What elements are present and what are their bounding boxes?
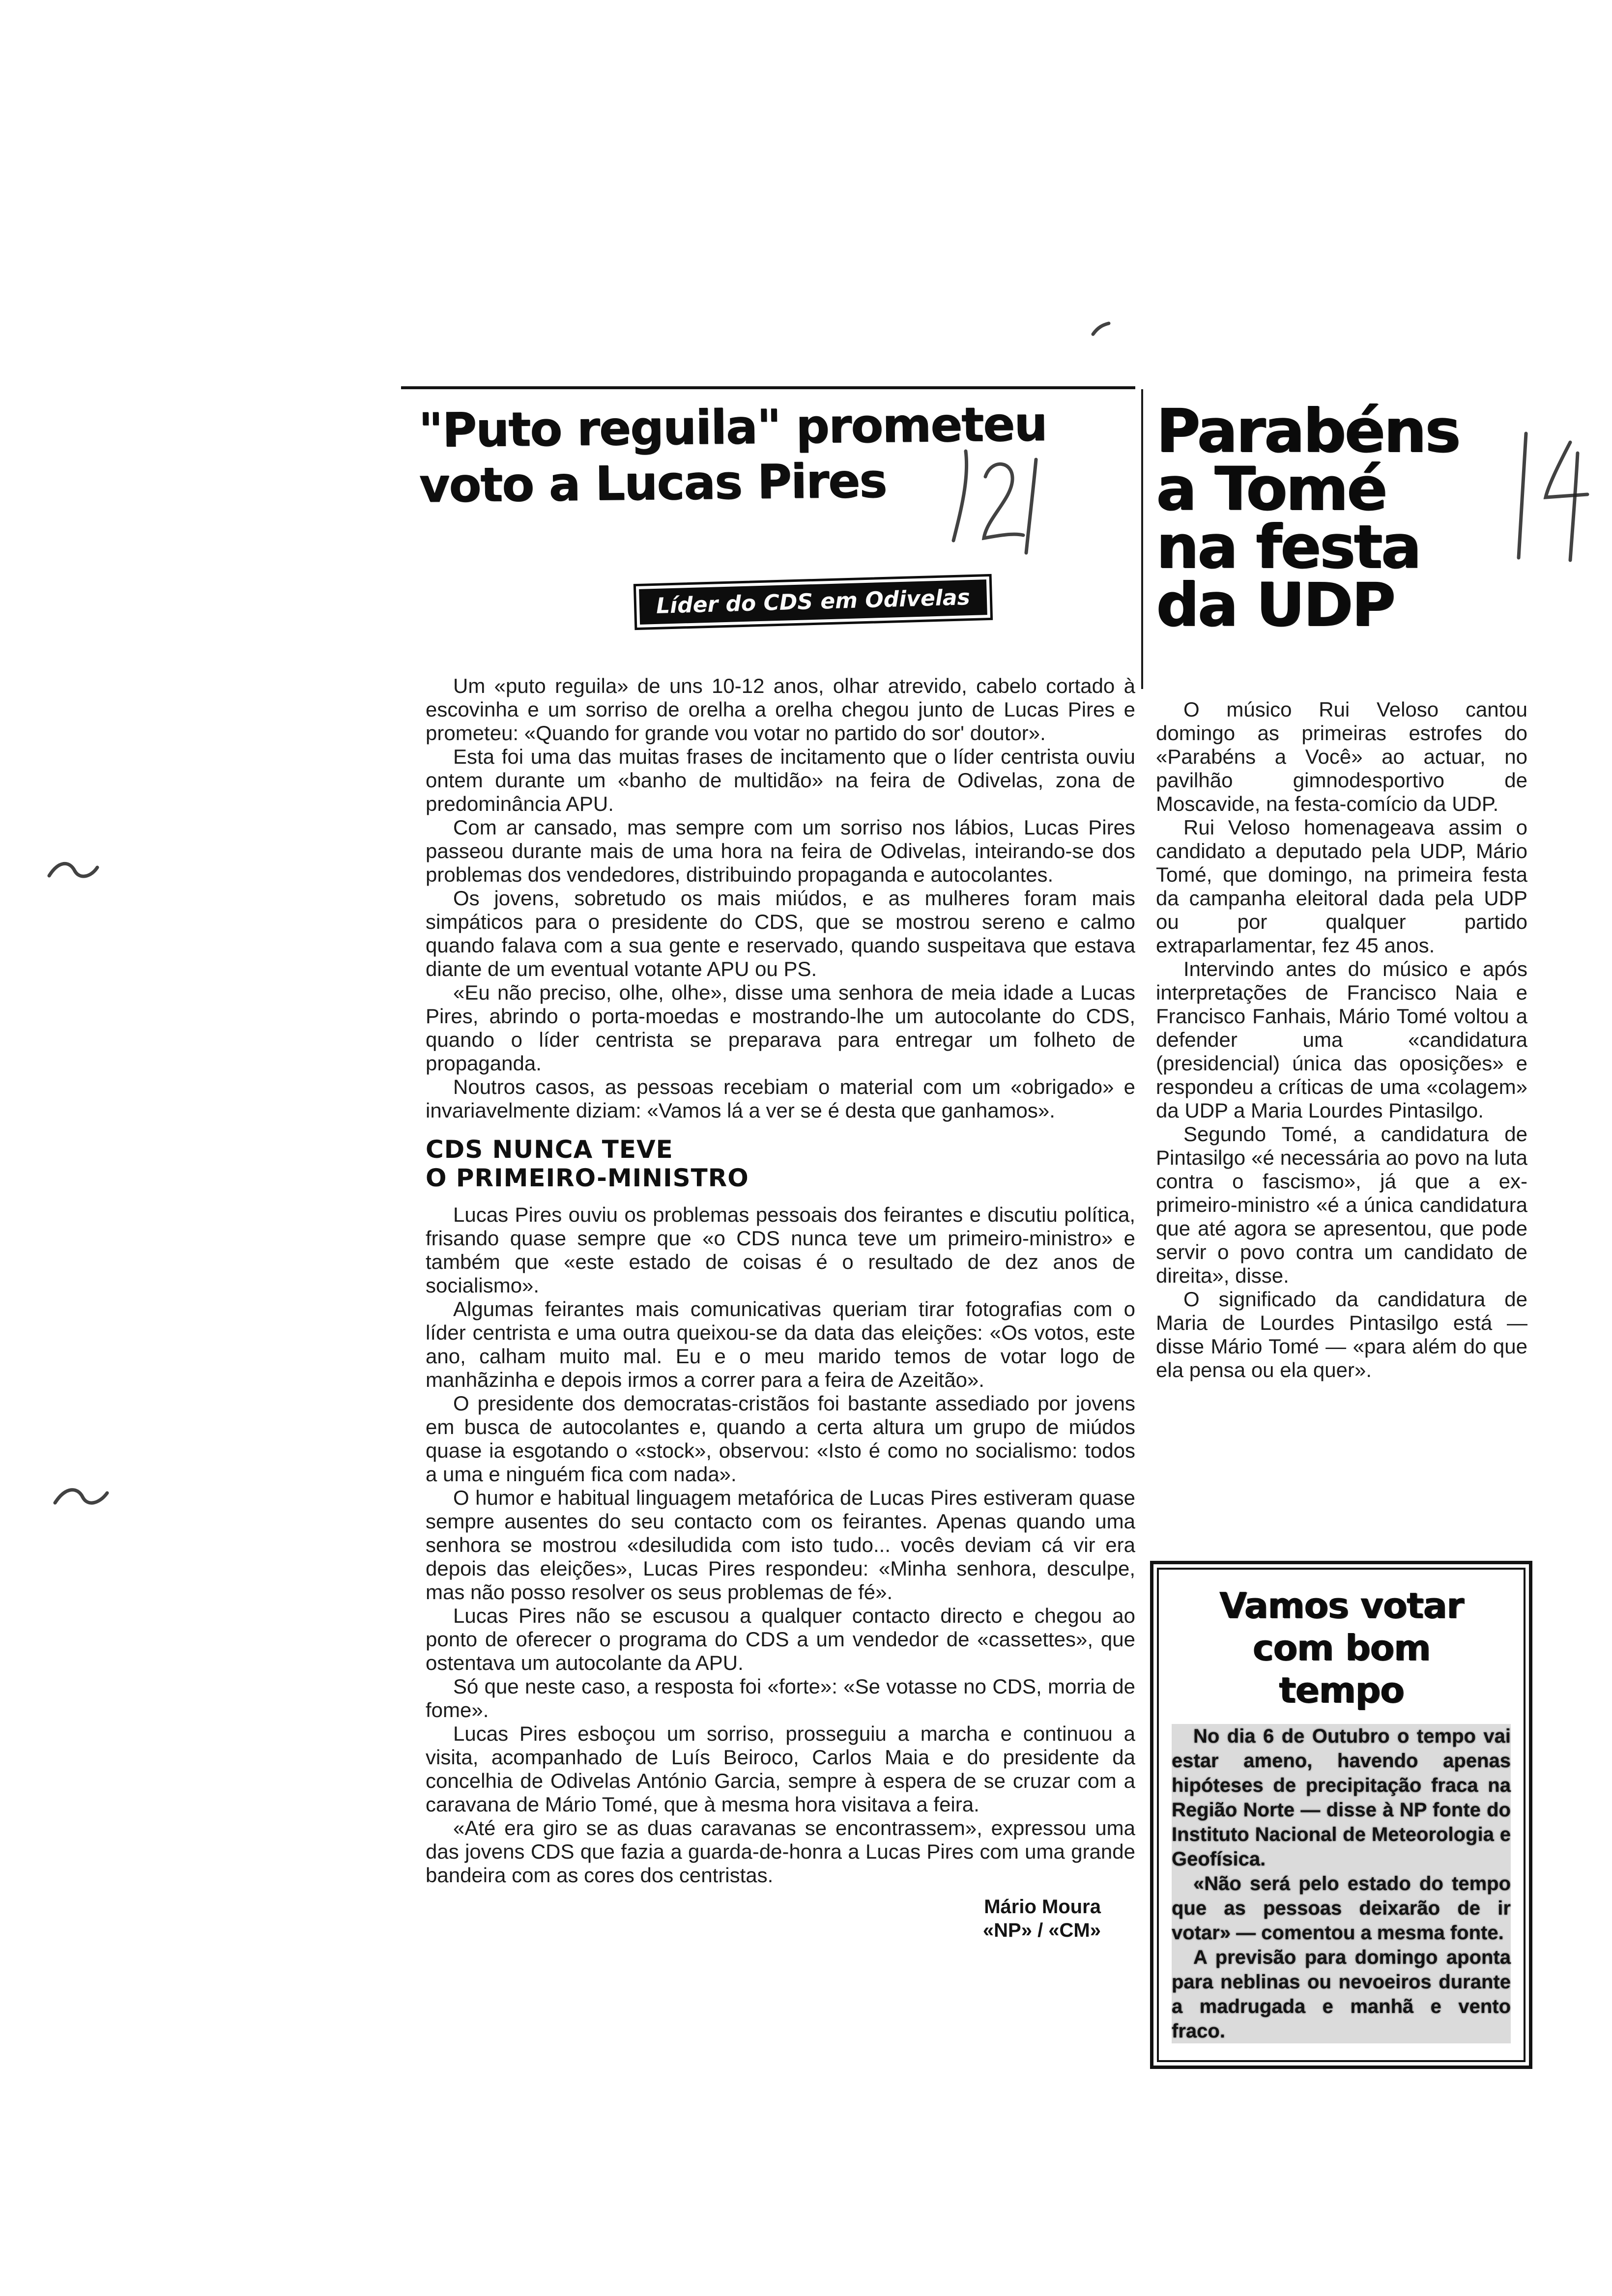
article-paragraph: «Até era giro se as duas caravanas se encontrassem», expressou uma das jovens CDS que fazia a guarda-de-honra a Lucas Pires com uma grande bandeira com as cores dos centristas. [426,1816,1135,1887]
byline [426,1895,1135,1942]
right-article-body [1156,698,1527,1382]
headline-line-1: "Puto reguila" prometeu [418,396,1047,458]
weather-box [1150,1561,1532,2069]
margin-mark [44,850,103,885]
subhead-line-2: O PRIMEIRO-MINISTRO [426,1164,749,1192]
article-paragraph: Lucas Pires ouviu os problemas pessoais dos feirantes e discutiu política, frisando quase sempre que «o CDS nunca teve um primeiro-ministro» e também que «este estado de coisas é o resultado de dez anos de socialismo». [426,1203,1135,1297]
article-paragraph: Intervindo antes do músico e após interpretações de Francisco Naia e Francisco Fanhais, Mário Tomé voltou a defender uma «candidatura (presidencial) única das oposições» e respondeu a críticas de uma «colagem» da UDP a Maria Lourdes Pintasilgo. [1156,957,1527,1122]
margin-mark [1090,320,1112,337]
subhead-line-1: CDS NUNCA TEVE [426,1135,673,1164]
article-paragraph: O músico Rui Veloso cantou domingo as primeiras estrofes do «Parabéns a Você» ao actuar, no pavilhão gimnodesportivo de Moscavide, na festa-comício da UDP. [1156,698,1527,815]
article-paragraph: Só que neste caso, a resposta foi «forte»: «Se votasse no CDS, morria de fome». [426,1675,1135,1722]
article-paragraph: «Eu não preciso, olhe, olhe», disse uma senhora de meia idade a Lucas Pires, abrindo o porta-moedas e mostrando-lhe um autocolante do CDS, quando o líder centrista se preparava para entregar um folheto de propaganda. [426,981,1135,1075]
article-paragraph: Lucas Pires esboçou um sorriso, prosseguiu a marcha e continuou a visita, acompanhado de Luís Beiroco, Carlos Maia e do presidente da concelhia de Odivelas António Garcia, sempre à espera de se cruzar com a caravana de Mário Tomé, que à mesma hora visitava a feira. [426,1722,1135,1816]
weather-paragraph: A previsão para domingo aponta para neblinas ou nevoeiros durante a madrugada e manhã e vento fraco. [1172,1945,1511,2043]
headline-line-2: voto a Lucas Pires [419,453,887,513]
article-paragraph: Esta foi uma das muitas frases de incitamento que o líder centrista ouviu ontem durante um «banho de multidão» na feira de Odivelas, zona de predominância APU. [426,745,1135,815]
handwritten-mark [1499,413,1597,575]
weather-headline-line-3: tempo [1278,1669,1404,1711]
article-paragraph: O humor e habitual linguagem metafórica de Lucas Pires estiveram quase sempre ausentes do seu contacto com os feirantes. Apenas quando uma senhora se mostrou «desiludida com isto tudo... vocês deviam cá vir era depois das eleições», Lucas Pires respondeu: «Minha senhora, desculpe, mas não posso resolver os seus problemas de fé». [426,1486,1135,1604]
article-subhead [426,1135,1135,1192]
headline-line-4: da UDP [1156,570,1394,640]
article-paragraph: Com ar cansado, mas sempre com um sorriso nos lábios, Lucas Pires passeou durante mais de uma hora na feira de Odivelas, inteirando-se dos problemas dos vendedores, distribuindo propaganda e autocolantes. [426,816,1135,886]
secondary-headline [1156,396,1539,640]
article-paragraph: Rui Veloso homenageava assim o candidato a deputado pela UDP, Mário Tomé, que domingo, na primeira festa da campanha eleitoral dada pela UDP ou por qualquer partido extraparlamentar, fez 45 anos. [1156,816,1527,957]
article-paragraph: Um «puto reguila» de uns 10-12 anos, olhar atrevido, cabelo cortado à escovinha e um sorriso de orelha a orelha chegou junto de Lucas Pires e prometeu: «Quando for grande vou votar no partido do sor' doutor». [426,674,1135,745]
article-paragraph: Lucas Pires não se escusou a qualquer contacto directo e chegou ao ponto de oferecer o programa do CDS a um vendedor de «cassettes», que ostentava um autocolante da APU. [426,1604,1135,1674]
top-rule [401,386,1135,389]
article-paragraph: Algumas feirantes mais comunicativas queriam tirar fotografias com o líder centrista e uma outra queixou-se da data das eleições: «Os votos, este ano, calham muito mal. Eu e o meu marido temos de votar logo de manhãzinha e depois irmos a correr para a feira de Azeitão». [426,1297,1135,1391]
article-paragraph: O presidente dos democratas-cristãos foi bastante assediado por jovens em busca de autocolantes e, quando a certa altura um grupo de miúdos quase ia esgotando o «stock», observou: «Isto é como no socialismo: todos a uma e ninguém fica com nada». [426,1392,1135,1486]
kicker-label: Líder do CDS em Odivelas [639,579,987,625]
weather-headline-line-2: com bom [1252,1627,1430,1668]
weather-headline [1172,1584,1511,1711]
article-paragraph: Noutros casos, as pessoas recebiam o material com um «obrigado» e invariavelmente diziam: «Vamos lá a ver se é desta que ganhamos». [426,1075,1135,1122]
headline-line-3: na festa [1156,512,1420,582]
margin-mark [49,1474,113,1514]
weather-paragraph: «Não será pelo estado do tempo que as pessoas deixarão de ir votar» — comentou a mesma fonte. [1172,1871,1511,1945]
weather-headline-line-1: Vamos votar [1219,1585,1464,1626]
headline-line-1: Parabéns [1156,396,1459,466]
headline-line-2: a Tomé [1156,454,1386,524]
article-paragraph: Segundo Tomé, a candidatura de Pintasilgo «é necessária ao povo na luta contra o fascismo», já que a ex-primeiro-ministro «é a única candidatura que até agora se apresentou, que pode servir o povo contra um candidato de direita», disse. [1156,1122,1527,1287]
article-paragraph: Os jovens, sobretudo os mais miúdos, e as mulheres foram mais simpáticos para o presidente do CDS, que se mostrou sereno e calmo quando falava com a sua gente e reservado, quando suspeitava que estava diante de um eventual votante APU ou PS. [426,887,1135,980]
article-paragraph: O significado da candidatura de Maria de Lourdes Pintasilgo está — disse Mário Tomé — «para além do que ela pensa ou ela quer». [1156,1288,1527,1381]
handwritten-mark [939,437,1047,565]
byline-credit: «NP» / «CM» [982,1920,1101,1941]
kicker-box [633,574,993,630]
weather-box-inner [1157,1568,1526,2062]
left-article-body [426,674,1135,1942]
byline-author: Mário Moura [984,1896,1101,1918]
weather-paragraph: No dia 6 de Outubro o tempo vai estar ameno, havendo apenas hipóteses de precipitação fraca na Região Norte — disse à NP fonte do Instituto Nacional de Meteorologia e Geofísica. [1172,1724,1511,1871]
